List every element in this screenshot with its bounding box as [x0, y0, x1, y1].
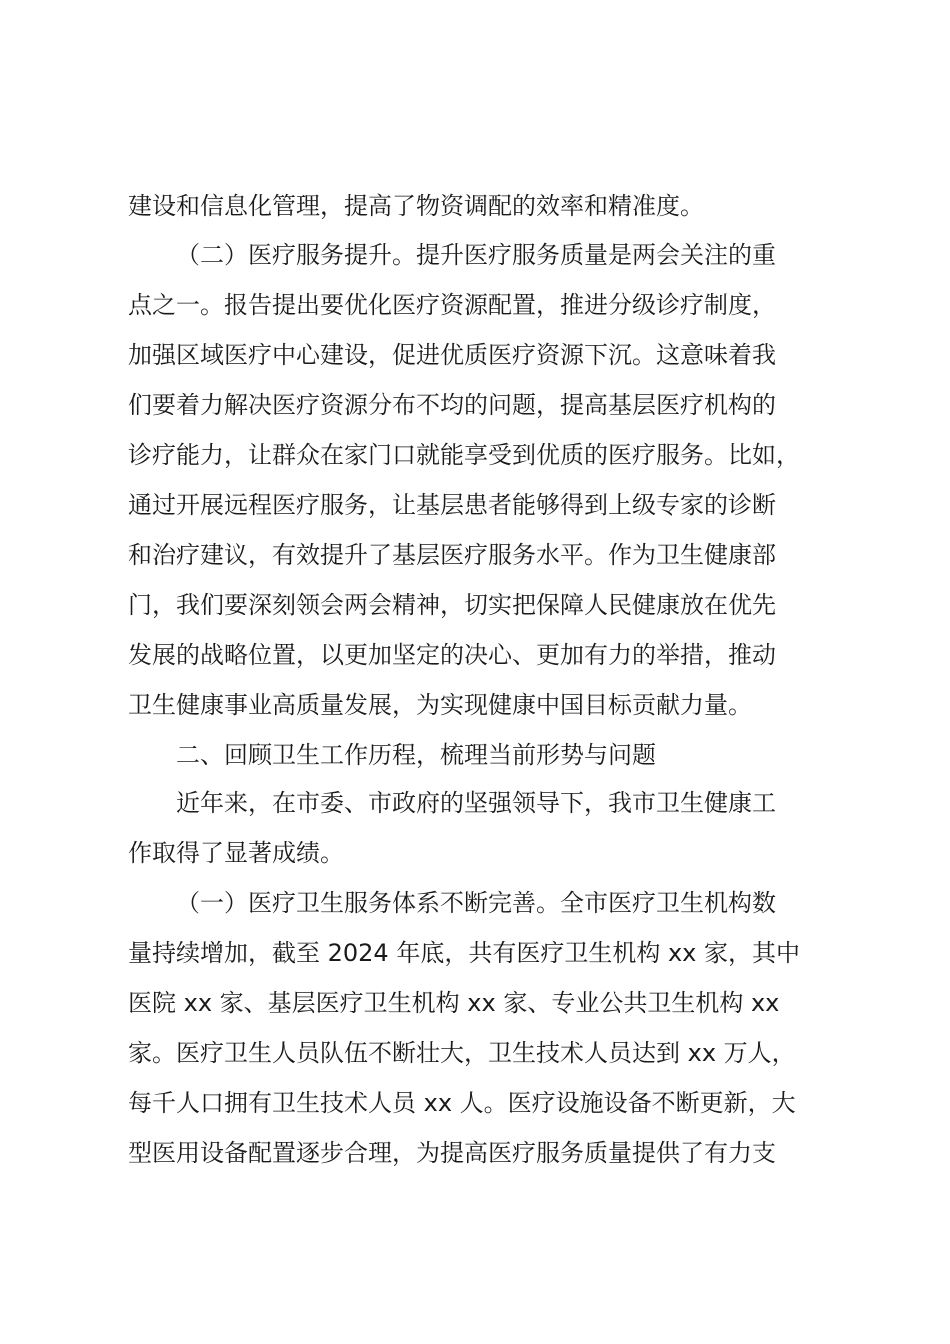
paragraph-heading-medical-service: （二）医疗服务提升。提升医疗服务质量是两会关注的重 [176, 241, 776, 269]
text-line: 每千人口拥有卫生技术人员 xx 人。医疗设施设备不断更新，大 [128, 1089, 796, 1117]
text-line: 和治疗建议，有效提升了基层医疗服务水平。作为卫生健康部 [128, 541, 776, 569]
text-line: 点之一。报告提出要优化医疗资源配置，推进分级诊疗制度， [128, 291, 776, 319]
text-line: 医院 xx 家、基层医疗卫生机构 xx 家、专业公共卫生机构 xx [128, 989, 780, 1017]
text-line: 发展的战略位置，以更加坚定的决心、更加有力的举措，推动 [128, 641, 776, 669]
text-line: 家。医疗卫生人员队伍不断壮大，卫生技术人员达到 xx 万人， [128, 1039, 796, 1067]
text-line: 们要着力解决医疗资源分布不均的问题，提高基层医疗机构的 [128, 391, 776, 419]
section-heading: 二、回顾卫生工作历程，梳理当前形势与问题 [176, 741, 656, 769]
text-line: 建设和信息化管理，提高了物资调配的效率和精准度。 [128, 192, 704, 220]
text-line: 卫生健康事业高质量发展，为实现健康中国目标贡献力量。 [128, 691, 752, 719]
paragraph-heading-service-system: （一）医疗卫生服务体系不断完善。全市医疗卫生机构数 [176, 889, 776, 917]
text-line: 近年来，在市委、市政府的坚强领导下，我市卫生健康工 [176, 789, 776, 817]
text-line: 量持续增加，截至 2024 年底，共有医疗卫生机构 xx 家，其中 [128, 939, 800, 967]
text-line: 门，我们要深刻领会两会精神，切实把保障人民健康放在优先 [128, 591, 776, 619]
text-line: 通过开展远程医疗服务，让基层患者能够得到上级专家的诊断 [128, 491, 776, 519]
text-line: 作取得了显著成绩。 [128, 839, 344, 867]
text-line: 型医用设备配置逐步合理，为提高医疗服务质量提供了有力支 [128, 1139, 776, 1167]
text-line: 加强区域医疗中心建设，促进优质医疗资源下沉。这意味着我 [128, 341, 776, 369]
text-line: 诊疗能力，让群众在家门口就能享受到优质的医疗服务。比如， [128, 441, 800, 469]
